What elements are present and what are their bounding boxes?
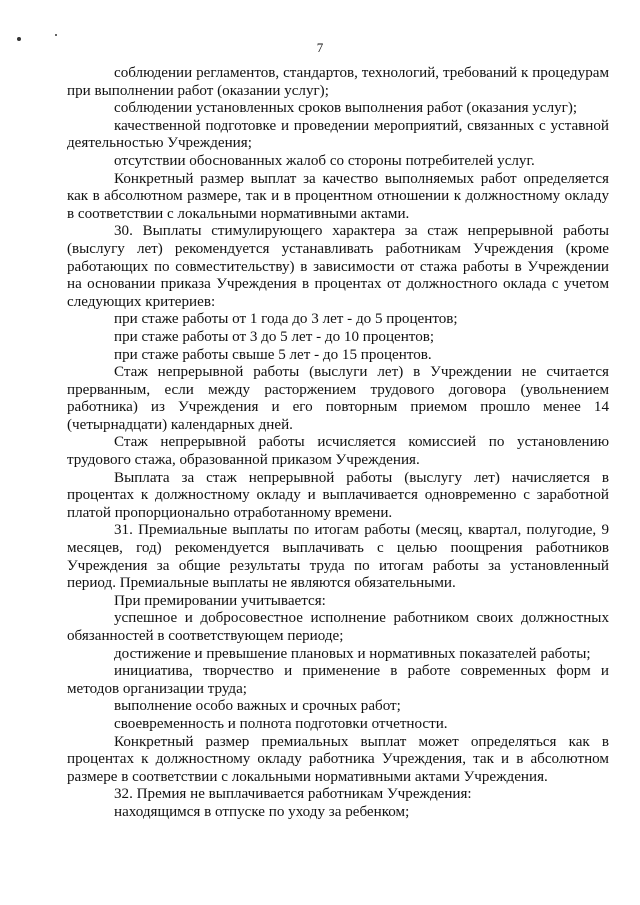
paragraph: своевременность и полнота подготовки отчетности. <box>114 715 448 732</box>
scan-speck <box>55 34 57 36</box>
paragraph: Конкретный размер выплат за качество выполняемых работ определяется как в абсолютном размере, так и в процентном отношении к должностному окладу в соответствии с локальными нормативными актами. <box>67 170 609 222</box>
paragraph: успешное и добросовестное исполнение работником своих должностных обязанностей в соответствующем периоде; <box>67 610 609 644</box>
document-body <box>67 65 609 822</box>
paragraph: Конкретный размер премиальных выплат может определяться как в процентах к должностному окладу работника Учреждения, так и в абсолютном размере в соответствии с локальными нормативными актами Учреждения. <box>67 733 609 785</box>
paragraph: Выплата за стаж непрерывной работы (выслугу лет) начисляется в процентах к должностному окладу и выплачивается одновременно с заработной платой пропорционально отработанному времени. <box>67 469 609 521</box>
paragraph: при стаже работы свыше 5 лет - до 15 процентов. <box>114 346 432 363</box>
paragraph: соблюдении регламентов, стандартов, технологий, требований к процедурам при выполнении работ (оказании услуг); <box>67 65 609 99</box>
paragraph: отсутствии обоснованных жалоб со стороны потребителей услуг. <box>114 152 535 169</box>
paragraph: при стаже работы от 3 до 5 лет - до 10 процентов; <box>114 328 435 345</box>
paragraph: выполнение особо важных и срочных работ; <box>114 698 401 715</box>
paragraph: качественной подготовке и проведении мероприятий, связанных с уставной деятельностью Учреждения; <box>67 117 609 152</box>
paragraph: при стаже работы от 1 года до 3 лет - до 5 процентов; <box>114 311 458 328</box>
paragraph: Стаж непрерывной работы исчисляется комиссией по установлению трудового стажа, образованной приказом Учреждения. <box>67 434 609 469</box>
paragraph: 30. Выплаты стимулирующего характера за стаж непрерывной работы (выслугу лет) рекомендуется устанавливать работникам Учреждения (кроме работающих по совместительству) в зависимости от стажа работы в Учреждении на основании приказа Учреждения в процентах от должностного оклада с учетом следующих критериев: <box>67 223 609 310</box>
paragraph: 31. Премиальные выплаты по итогам работы (месяц, квартал, полугодие, 9 месяцев, год) рекомендуется выплачивать с целью поощрения работников Учреждения за общие результаты труда по итогам работы за установленный период. Премиальные выплаты не являются обязательными. <box>67 522 609 592</box>
page-number: 7 <box>316 40 324 55</box>
paragraph: инициатива, творчество и применение в работе современных форм и методов организации труда; <box>67 663 609 697</box>
paragraph: достижение и превышение плановых и нормативных показателей работы; <box>114 645 591 662</box>
paragraph: Стаж непрерывной работы (выслуги лет) в Учреждении не считается прерванным, если между расторжением трудового договора (увольнением работника) из Учреждения и его повторным приемом прошло менее 14 (четырнадцати) календарных дней. <box>67 364 609 433</box>
paragraph: соблюдении установленных сроков выполнения работ (оказания услуг); <box>114 100 578 117</box>
paragraph: 32. Премия не выплачивается работникам Учреждения: <box>114 786 472 803</box>
paragraph: При премировании учитывается: <box>114 592 326 609</box>
paragraph: находящимся в отпуске по уходу за ребенком; <box>114 803 410 820</box>
